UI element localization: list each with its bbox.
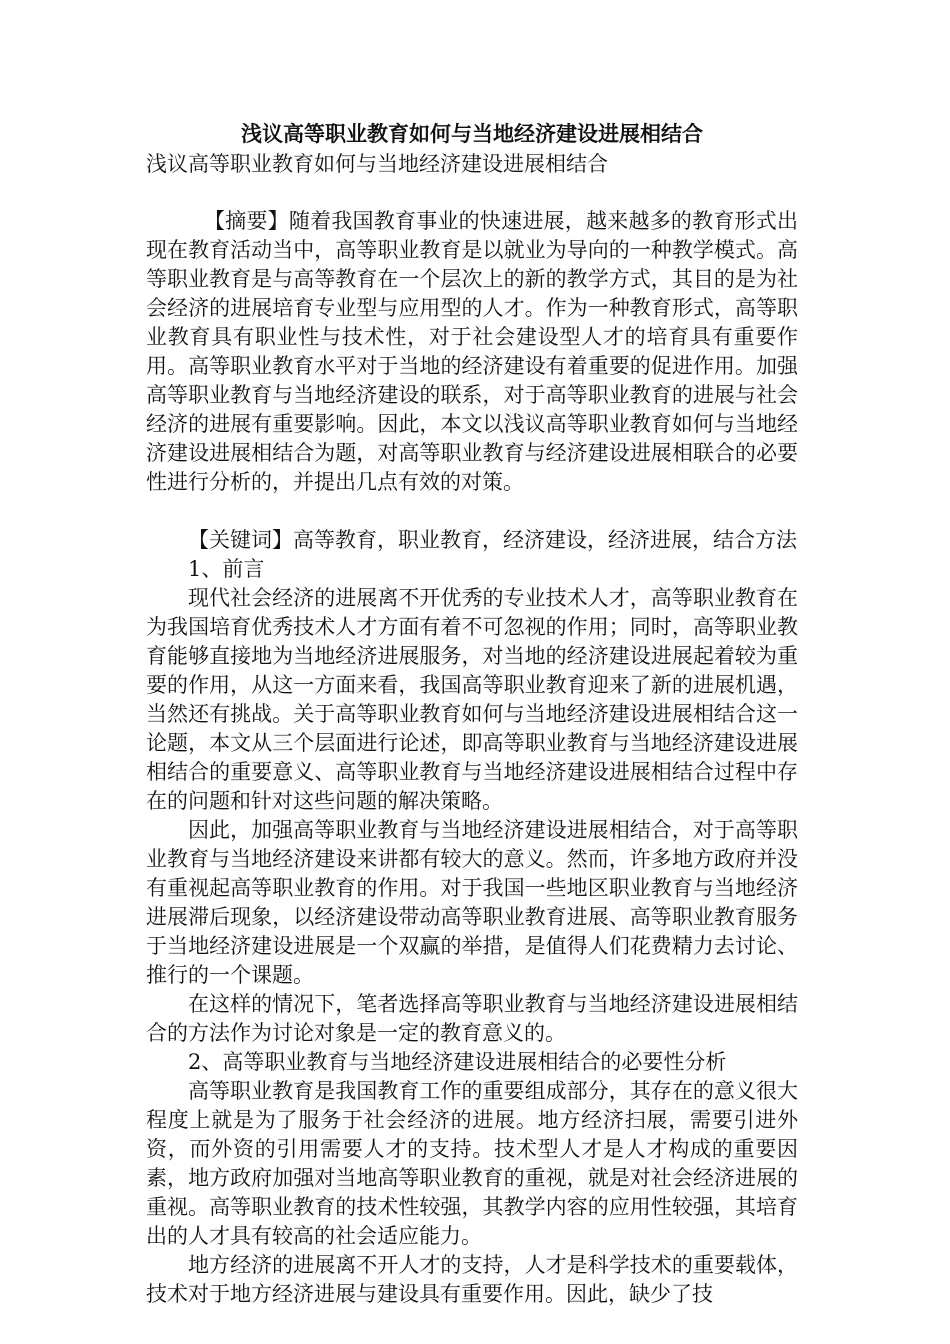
body-paragraph: 因此，加强高等职业教育与当地经济建设进展相结合，对于高等职业教育与当地经济建设来讲都有较大的意义。然而，许多地方政府并没有重视起高等职业教育的作用。对于我国一些地区职业教育与当地经济进展滞后现象，以经济建设带动高等职业教育进展、高等职业教育服务于当地经济建设进展是一个双赢的举措，是值得人们花费精力去讨论、推行的一个课题。 [146,818,798,987]
section-heading-necessity: 2、高等职业教育与当地经济建设进展相结合的必要性分析 [188,1050,727,1074]
document-title: 浅议高等职业教育如何与当地经济建设进展相结合 [241,122,703,146]
body-paragraph: 地方经济的进展离不开人才的支持，人才是科学技术的重要载体，技术对于地方经济进展与建设具有重要作用。因此，缺少了技 [146,1253,798,1306]
keywords-paragraph: 【关键词】高等教育，职业教育，经济建设，经济进展，结合方法 [188,528,797,552]
abstract-paragraph: 【摘要】随着我国教育事业的快速进展，越来越多的教育形式出现在教育活动当中，高等职业教育是以就业为导向的一种教学模式。高等职业教育是与高等教育在一个层次上的新的教学方式，其目的是为社会经济的进展培育专业型与应用型的人才。作为一种教育形式，高等职业教育具有职业性与技术性，对于社会建设型人才的培育具有重要作用。高等职业教育水平对于当地的经济建设有着重要的促进作用。加强高等职业教育与当地经济建设的联系，对于高等职业教育的进展与社会经济的进展有重要影响。因此，本文以浅议高等职业教育如何与当地经济建设进展相结合为题，对高等职业教育与经济建设进展相联合的必要性进行分析的，并提出几点有效的对策。 [146,209,798,494]
body-paragraph: 现代社会经济的进展离不开优秀的专业技术人才，高等职业教育在为我国培育优秀技术人才方面有着不可忽视的作用；同时，高等职业教育能够直接地为当地经济进展服务，对当地的经济建设进展起着较为重要的作用，从这一方面来看，我国高等职业教育迎来了新的进展机遇，当然还有挑战。关于高等职业教育如何与当地经济建设进展相结合这一论题，本文从三个层面进行论述，即高等职业教育与当地经济建设进展相结合的重要意义、高等职业教育与当地经济建设进展相结合过程中存在的问题和针对这些问题的解决策略。 [146,586,798,813]
document-subtitle: 浅议高等职业教育如何与当地经济建设进展相结合 [146,152,608,176]
section-heading-introduction: 1、前言 [188,557,265,581]
body-paragraph: 高等职业教育是我国教育工作的重要组成部分，其存在的意义很大程度上就是为了服务于社会经济的进展。地方经济扫展，需要引进外资，而外资的引用需要人才的支持。技术型人才是人才构成的重要因素，地方政府加强对当地高等职业教育的重视，就是对社会经济进展的重视。高等职业教育的技术性较强，其教学内容的应用性较强，其培育出的人才具有较高的社会适应能力。 [146,1079,798,1248]
document-page [146,118,798,1309]
body-paragraph: 在这样的情况下，笔者选择高等职业教育与当地经济建设进展相结合的方法作为讨论对象是一定的教育意义的。 [146,992,798,1045]
